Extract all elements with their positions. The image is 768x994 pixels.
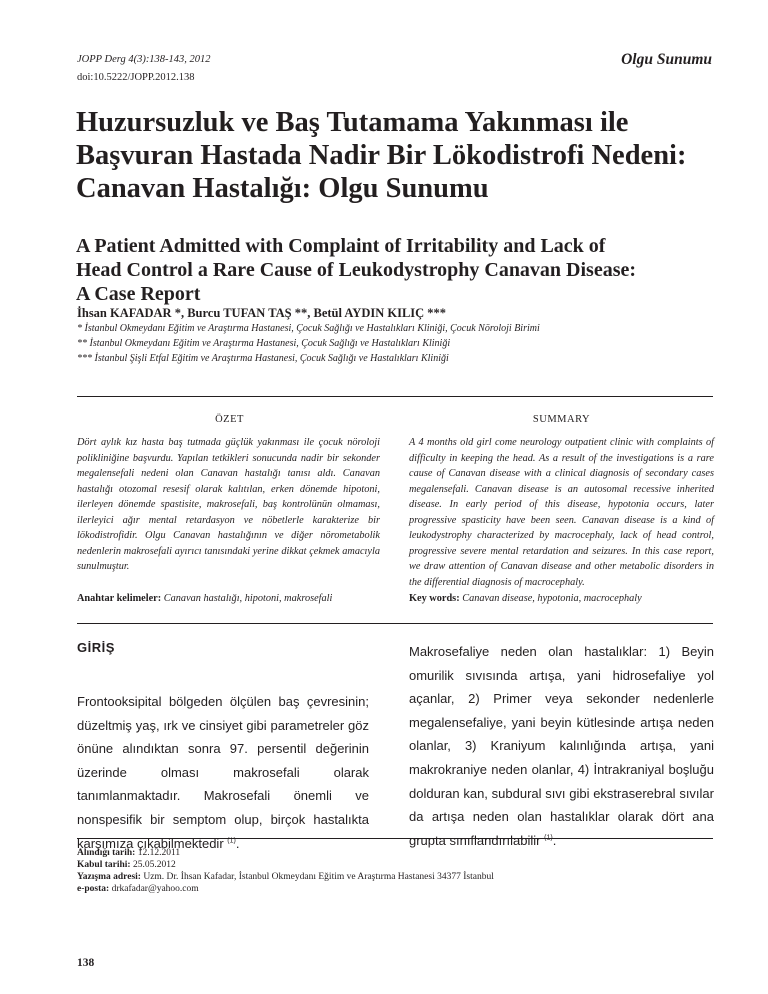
intro-left-paragraph: Frontooksipital bölgeden ölçülen baş çevresinin; düzeltmiş yaş, ırk ve cinsiyet gibi parametreler göz önüne alındıktan sonra 97. persentil değerinin üzerinde olması makrosefali olarak tanımlanmaktadır. Makrosefali önemli ve nonspesifik bir semptom olup, birçok hastalıkta karşımıza çıkabilmektedir $^{(1)}$.	[77, 694, 369, 851]
intro-right-paragraph: Makrosefaliye neden olan hastalıklar: 1) Beyin omurilik sıvısında artışa, yani hidrosefaliye yol açanlar, 2) Primer veya sekonder nedenlerle megalensefaliye, yani beyin kütlesinde artışa neden olanlar, 3) Kraniyum kalınlığında artışa, yani makrokraniye neden olanlar, 4) İntrakraniyal boşluğu dolduran kan, subdural sıvı gibi ekstraserebral sıvılar da artışa neden olan hastalıklar olarak dört ana grupta sınıflandırılabilir $^{(1)}$.	[409, 644, 714, 848]
received-value: 12.12.2011	[137, 848, 181, 858]
title-tr-line: Başvuran Hastada Nadir Bir Lökodistrofi Nedeni:	[76, 140, 687, 171]
title-en-line: A Case Report	[76, 283, 201, 305]
accepted-label: Kabul tarihi:	[77, 860, 131, 870]
article-footer	[77, 847, 494, 895]
section-heading-giris: GİRİŞ	[77, 640, 115, 655]
summary-text: A 4 months old girl come neurology outpatient clinic with complaints of difficulty in keeping the head. As a result of the investigations is a rare cause of Canavan disease with a clinical diagnosis of secondary cases megalensefali. Canavan disease is an autosomal recessive inherited disease. In early period of this disease, hypotonia occurs, later progressive spasticity have been seen. Canavan disease is a kind of leukodystrophy characterized by macrocephaly, lack of head control, progressive severe mental retardation and seizures. In this case report, we draw attention of Canavan disease and other metabolic disorders in the differential diagnosis of macrocephaly.	[409, 437, 714, 588]
accepted-date	[77, 859, 494, 871]
title-tr-line: Canavan Hastalığı: Olgu Sunumu	[76, 173, 489, 204]
title-tr-line: Huzursuzluk ve Baş Tutamama Yakınması ile	[76, 107, 629, 138]
address-value: Uzm. Dr. İhsan Kafadar, İstanbul Okmeydanı Eğitim ve Araştırma Hastanesi 34377 İstanbul	[143, 872, 494, 882]
received-date	[77, 847, 494, 859]
reference-marker: (1)	[227, 837, 236, 845]
intro-left-text: Frontooksipital bölgeden ölçülen baş çevresinin; düzeltmiş yaş, ırk ve cinsiyet gibi parametreler göz önüne alındıktan sonra 97. persentil değerinin üzerinde olması makrosefali olarak tanımlanmaktadır. Makrosefali önemli ve nonspesifik bir semptom olup, birçok hastalıkta karşımıza çıkabilmektedir	[77, 694, 369, 851]
journal-citation: JOPP Derg 4(3):138-143, 2012	[77, 54, 211, 65]
accepted-value: 25.05.2012	[132, 860, 176, 870]
received-label: Alındığı tarih:	[77, 848, 136, 858]
title-turkish	[76, 106, 716, 205]
address-label: Yazışma adresi:	[77, 872, 141, 882]
title-en-line: Head Control a Rare Cause of Leukodystrophy Canavan Disease:	[76, 259, 637, 281]
email-label: e-posta:	[77, 884, 110, 894]
page-number: 138	[77, 957, 95, 969]
correspondence-address	[77, 871, 494, 883]
ozet-keywords	[77, 591, 380, 606]
footer-rule	[77, 838, 713, 839]
abstract-bottom-rule	[77, 623, 713, 624]
authors: İhsan KAFADAR *, Burcu TUFAN TAŞ **, Betül AYDIN KILIÇ ***	[77, 306, 447, 320]
keywords-label: Anahtar kelimeler:	[77, 593, 162, 604]
summary-heading: SUMMARY	[532, 414, 591, 425]
ozet-text: Dört aylık kız hasta baş tutmada güçlük yakınması ile çocuk nöroloji polikliniğine başvurdu. Yapılan tetkikleri sonucunda nadir bir sekonder megalensefali nedeni olan Canavan hastalığı tanısı aldı. Canavan hastalığı otozomal resesif olarak kalıtılan, erken dönemde hipotoni, ilerleyen dönemde spastisite, makrosefali, baş kontrolünün olmaması, ilerleyici ağır mental retardasyon ve nöbetlerle karakterize bir lökodistrofidir. Olgu Canavan hastalığının ve diğer nörometabolik nedenlerin makrosefali ayırıcı tanısındaki yerine dikkat çekmek amacıyla sunulmuştur.	[77, 437, 380, 572]
affiliation: ** İstanbul Okmeydanı Eğitim ve Araştırma Hastanesi, Çocuk Sağlığı ve Hastalıkları Kliniği	[77, 338, 451, 349]
article-type: Olgu Sunumu	[621, 51, 712, 68]
doi: doi:10.5222/JOPP.2012.138	[77, 72, 195, 83]
ozet-heading: ÖZET	[215, 414, 244, 425]
title-en-line: A Patient Admitted with Complaint of Irritability and Lack of	[76, 235, 606, 257]
title-english	[76, 234, 726, 306]
abstract-top-rule	[77, 396, 713, 397]
email	[77, 883, 494, 895]
affiliation: *** İstanbul Şişli Etfal Eğitim ve Araştırma Hastanesi, Çocuk Sağlığı ve Hastalıkları Kliniği	[77, 353, 449, 364]
keywords-label: Key words:	[409, 593, 460, 604]
keywords-value: Canavan disease, hypotonia, macrocephaly	[462, 593, 642, 604]
email-value: drkafadar@yahoo.com	[111, 884, 199, 894]
intro-right-text: Makrosefaliye neden olan hastalıklar: 1) Beyin omurilik sıvısında artışa, yani hidrosefaliye yol açanlar, 2) Primer veya sekonder nedenlerle megalensefaliye, yani beyin kütlesinde artışa neden olanlar, 3) Kraniyum kalınlığında artışa, yani makrokraniye neden olanlar, 4) İntrakraniyal boşluğu dolduran kan, subdural sıvı gibi ekstraserebral sıvılar da artışa neden olan hastalıklar olarak dört ana grupta sınıflandırılabilir	[409, 644, 714, 848]
affiliation: * İstanbul Okmeydanı Eğitim ve Araştırma Hastanesi, Çocuk Sağlığı ve Hastalıkları Kliniği, Çocuk Nöroloji Birimi	[77, 323, 540, 334]
reference-marker: (1)	[544, 834, 553, 842]
summary-keywords	[409, 591, 714, 606]
keywords-value: Canavan hastalığı, hipotoni, makrosefali	[163, 593, 333, 604]
